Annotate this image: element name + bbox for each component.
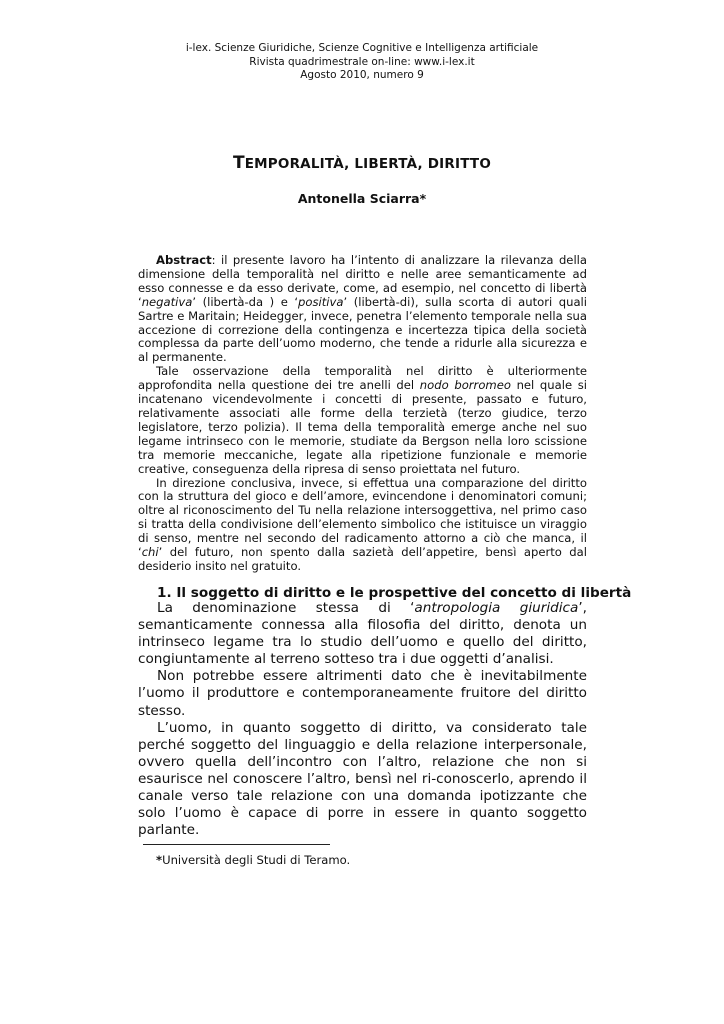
body-term-antropologia: antropologia giuridica [414, 600, 579, 616]
abstract-term-negativa: negativa [141, 294, 193, 309]
abstract-term-positiva: positiva [298, 294, 344, 309]
abstract-text: ’ (libertà-da ) e ‘ [192, 294, 299, 309]
header-line-journal: i-lex. Scienze Giuridiche, Scienze Cognitive e Intelligenza artificiale [185, 42, 539, 54]
title-comma-2: , [417, 156, 428, 172]
abstract-text: ’ del futuro, non spento dalla sazietà dell’appetire, bensì aperto dal desiderio insito nel gratuito. [138, 545, 587, 573]
footnote-text: Università degli Studi di Teramo. [162, 853, 351, 867]
title-word-1: EMPORALITÀ [244, 156, 345, 172]
section-heading: 1. Il soggetto di diritto e le prospettive del concetto di libertà [157, 585, 632, 601]
author-footnote-mark[interactable]: * [419, 191, 427, 206]
footnote-mark: * [156, 853, 163, 867]
abstract [138, 254, 587, 574]
title-word-2: LIBERTÀ [354, 156, 418, 172]
abstract-text: In direzione conclusiva, invece, si effettua una comparazione del diritto con la struttura del gioco e dell’amore, evincendone i denominatori comuni; oltre al riconoscimento del Tu nella relazione intersoggettiva, nel primo caso si tratta della condivisione dell’elemento simbolico che istituisce un viraggio di senso, mentre nel secondo del radicamento attorno a ciò che manca, il ‘ [138, 475, 587, 560]
author-line [0, 191, 724, 206]
title-initial: T [232, 153, 245, 173]
body-paragraph-2: Non potrebbe essere altrimenti dato che è inevitabilmente l’uomo il produttore e contemporaneamente fruitore del diritto stesso. [138, 668, 587, 719]
footnote-separator [143, 844, 330, 845]
body-text-run: ’, semanticamente connessa alla filosofia del diritto, denota un intrinseco legame tra lo studio dell’uomo e quello del diritto, congiuntamente al terreno sotteso tra i due oggetti d’analisi. [138, 600, 587, 668]
abstract-text: nel quale si incatenano vicendevolmente i concetti di presente, passato e futuro, relativamente associati alle forme della terzietà (terzo giudice, terzo legislatore, terzo polizia). Il tema della temporalità emerge anche nel suo legame intrinseco con le memorie, studiate da Bergson nella loro scissione tra memorie meccaniche, legate alla ripetizione funzionale e memorie creative, conseguenza della ripresa di senso proiettata nel futuro. [138, 378, 587, 476]
author-name: Antonella Sciarra [297, 191, 420, 206]
header-line-issue: Agosto 2010, numero 9 [300, 69, 424, 81]
abstract-text: ’ (libertà-di), sulla scorta di autori quali Sartre e Maritain; Heidegger, invece, penetra l’elemento temporale nella sua accezione di correzione della contingenza e incertezza tipica della società complessa da parte dell’uomo moderno, che tende a ridurle alla sicurezza e al permanente. [138, 294, 587, 365]
abstract-text: : il presente lavoro ha l’intento di analizzare la rilevanza della dimensione della temporalità nel diritto e nelle aree semanticamente ad esso connesse e da esso derivate, come, ad esempio, nel concetto di libertà ‘ [138, 253, 587, 309]
footnote [156, 853, 350, 867]
body-text [138, 600, 587, 839]
abstract-paragraph-3 [138, 477, 587, 574]
abstract-term-chi: chi [141, 545, 159, 560]
abstract-term-nodo-borromeo: nodo borromeo [419, 378, 511, 393]
body-paragraph-1 [138, 600, 587, 668]
body-paragraph-3: L’uomo, in quanto soggetto di diritto, va considerato tale perché soggetto del linguaggio e della relazione interpersonale, ovvero quella dell’incontro con l’altro, relazione che non si esaurisce nel conoscere l’altro, bensì nel ri-conoscerlo, aprendo il canale verso tale relazione con una domanda ipotizzante che solo l’uomo è capace di porre in essere in quanto soggetto parlante. [138, 719, 587, 839]
abstract-paragraph-1 [138, 254, 587, 365]
body-text-run: La denominazione stessa di ‘ [157, 600, 415, 616]
abstract-paragraph-2 [138, 365, 587, 476]
journal-header [0, 42, 724, 83]
abstract-label: Abstract [156, 253, 212, 267]
title-comma-1: , [344, 156, 355, 172]
header-line-website: Rivista quadrimestrale on-line: www.i-lex.it [249, 55, 475, 68]
abstract-text: Tale osservazione della temporalità nel diritto è ulteriormente approfondita nella questione dei tre anelli del [138, 364, 587, 393]
title-word-3: DIRITTO [427, 156, 492, 172]
paper-title [0, 153, 724, 173]
